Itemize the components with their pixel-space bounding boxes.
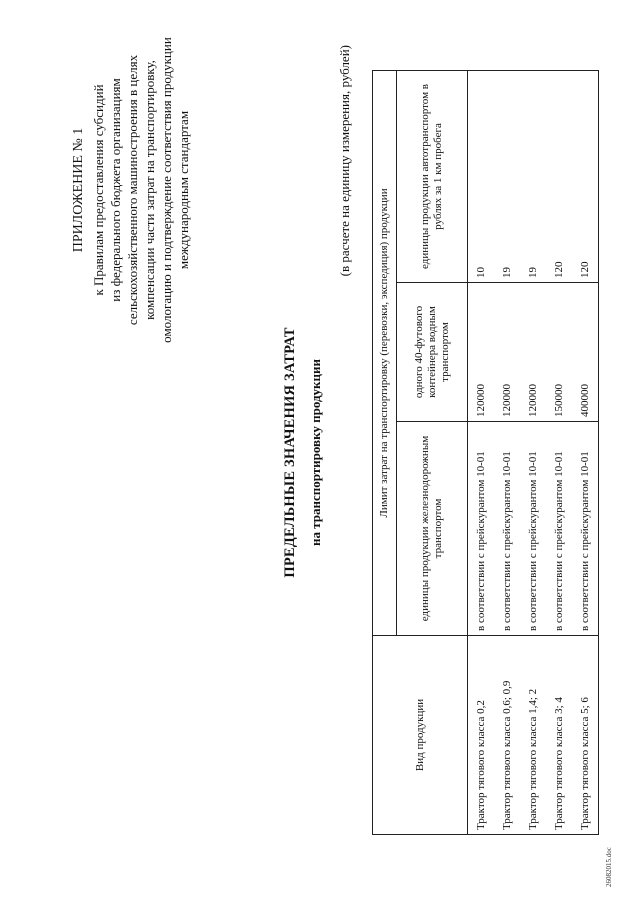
header-water: одного 40-футового контейнера водным транспортом [397,283,468,422]
appendix-line: к Правилам предоставления субсидий [91,84,106,296]
cell-auto: 19 [520,71,546,283]
title-line-sub: на транспортировку продукции [308,358,323,547]
cell-rail: в соответствии с прейскурантом 10-01 [494,422,520,636]
header-rail: единицы продукции железнодорожным транспортом [397,422,468,636]
appendix-line: компенсации части затрат на транспортировку, [142,60,157,320]
cell-rail: в соответствии с прейскурантом 10-01 [520,422,546,636]
table-row [468,71,495,835]
table-row [572,71,599,835]
cost-limits-table [372,70,599,835]
cell-product: Трактор тягового класса 5; 6 [572,636,599,835]
header-limit-group: Лимит затрат на транспортировку (перевозки, экспедиция) продукции [373,71,397,636]
cell-product: Трактор тягового класса 0,6; 0,9 [494,636,520,835]
units-note: (в расчете на единицу измерения, рублей) [337,45,352,277]
title-line-main: ПРЕДЕЛЬНЫЕ ЗНАЧЕНИЯ ЗАТРАТ [282,327,298,578]
cell-water: 120000 [520,283,546,422]
cell-water: 400000 [572,283,599,422]
cell-product: Трактор тягового класса 1,4; 2 [520,636,546,835]
header-product: Вид продукции [373,636,468,835]
cell-water: 120000 [494,283,520,422]
cell-auto: 120 [546,71,572,283]
appendix-heading: ПРИЛОЖЕНИЕ № 1 [71,127,86,253]
table-row [494,71,520,835]
cell-rail: в соответствии с прейскурантом 10-01 [572,422,599,636]
cell-water: 120000 [468,283,495,422]
header-auto: единицы продукции автотранспортом в рублях за 1 км пробега [397,71,468,283]
cell-product: Трактор тягового класса 3; 4 [546,636,572,835]
table-row [546,71,572,835]
appendix-line: из федерального бюджета организациям [108,78,123,302]
table-header-row [373,71,397,835]
appendix-line: международным стандартам [176,110,191,270]
footer-file-name: 26082015.doc [605,847,613,887]
appendix-line: омологацию и подтверждение соответствия продукции [159,37,174,343]
document-title [282,180,324,725]
appendix-line: сельскохозяйственного машиностроения в целях [125,54,140,326]
cell-product: Трактор тягового класса 0,2 [468,636,495,835]
appendix-block [70,0,192,400]
cell-rail: в соответствии с прейскурантом 10-01 [468,422,495,636]
cell-water: 150000 [546,283,572,422]
cell-rail: в соответствии с прейскурантом 10-01 [546,422,572,636]
cell-auto: 19 [494,71,520,283]
cell-auto: 120 [572,71,599,283]
cell-auto: 10 [468,71,495,283]
table-row [520,71,546,835]
